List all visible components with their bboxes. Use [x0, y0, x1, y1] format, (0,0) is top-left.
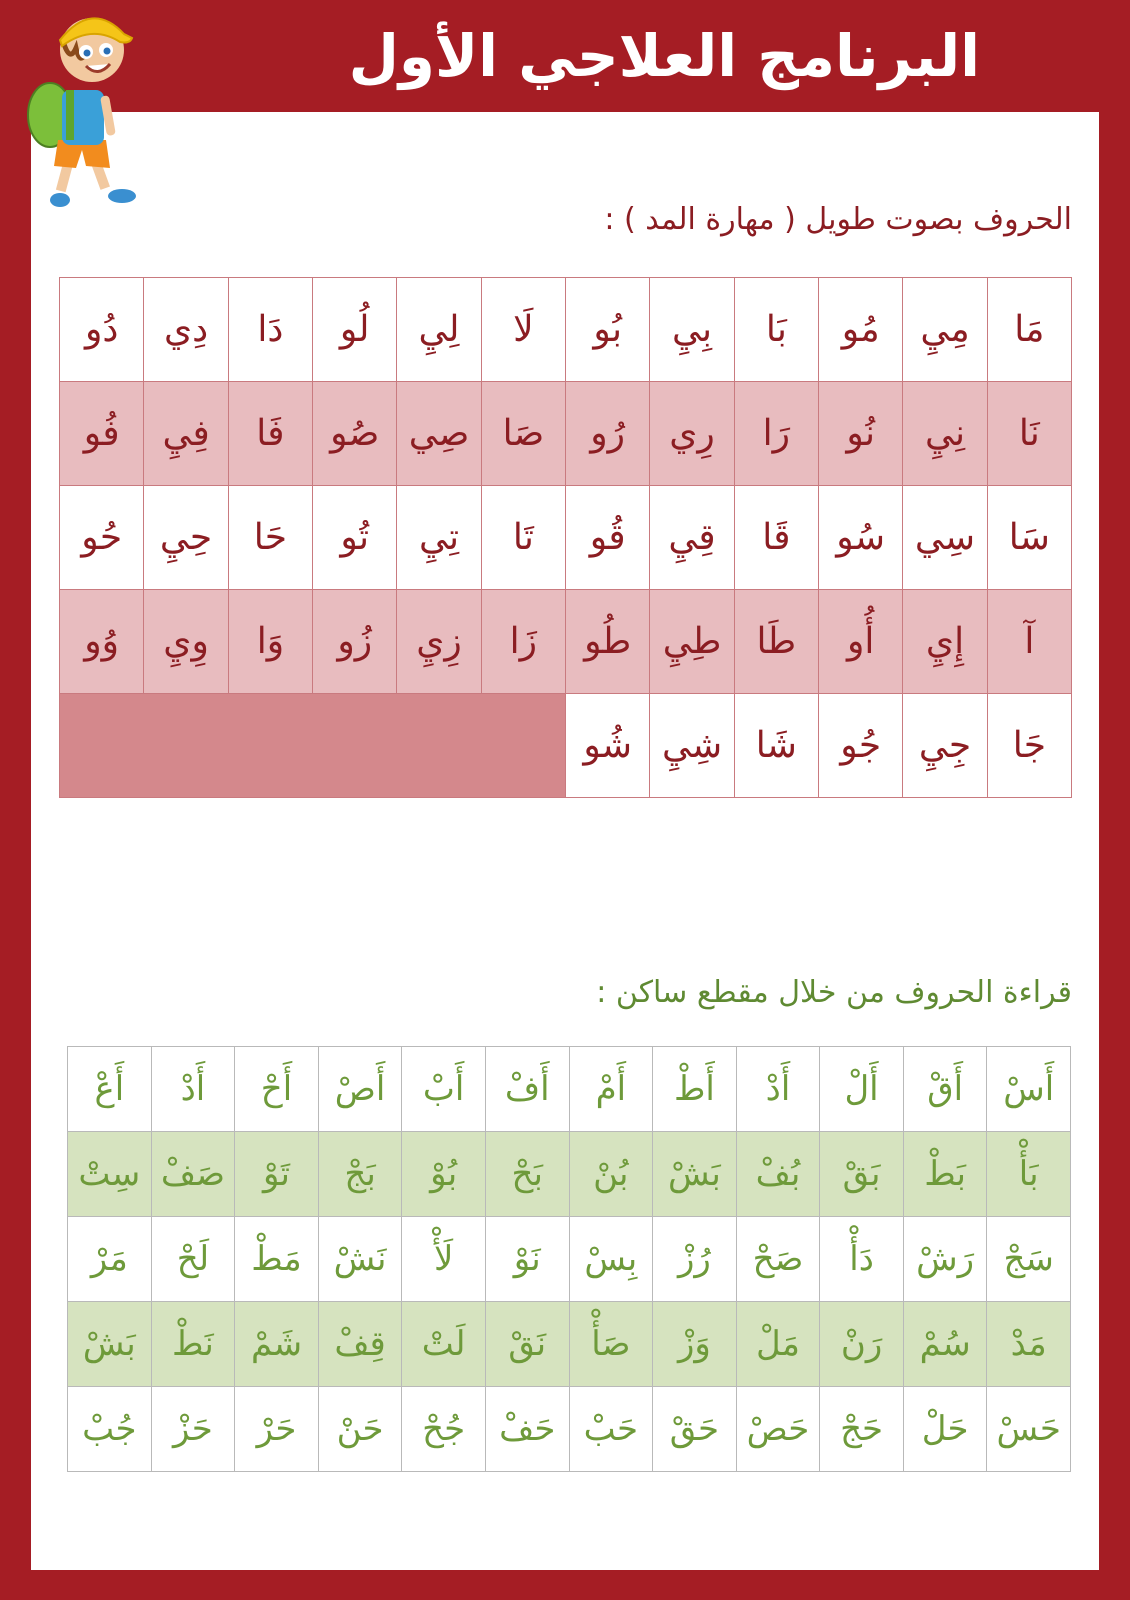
- table-row: [60, 694, 1072, 798]
- syllable-cell: دَأْ: [820, 1217, 904, 1302]
- syllable-cell: دِي: [144, 278, 228, 382]
- syllable-cell: تَوْ: [235, 1132, 319, 1217]
- syllable-cell: مَدْ: [987, 1302, 1071, 1387]
- syllable-cell: بُفْ: [736, 1132, 820, 1217]
- syllable-cell: تُو: [313, 486, 397, 590]
- syllable-cell: أَقْ: [903, 1047, 987, 1132]
- syllable-cell: حَزْ: [151, 1387, 235, 1472]
- syllable-cell: مِيِ: [903, 278, 987, 382]
- syllable-cell: طِيِ: [650, 590, 734, 694]
- syllable-cell: حَسْ: [987, 1387, 1071, 1472]
- syllable-cell: سُو: [819, 486, 903, 590]
- table-row: [68, 1047, 1071, 1132]
- syllable-cell: أَدْ: [736, 1047, 820, 1132]
- syllable-cell: شِيِ: [650, 694, 734, 798]
- syllable-cell: فِيِ: [144, 382, 228, 486]
- syllable-cell: دُو: [60, 278, 144, 382]
- syllable-cell: مُو: [819, 278, 903, 382]
- syllable-cell: سَا: [987, 486, 1071, 590]
- syllable-cell: حَرْ: [235, 1387, 319, 1472]
- page-title: البرنامج العلاجي الأول: [348, 22, 980, 90]
- syllable-cell: جُو: [819, 694, 903, 798]
- syllable-cell: صُو: [313, 382, 397, 486]
- syllable-cell: نَقْ: [485, 1302, 569, 1387]
- syllable-cell: بُوْ: [402, 1132, 486, 1217]
- syllable-cell: جِيِ: [903, 694, 987, 798]
- syllable-cell: قُو: [566, 486, 650, 590]
- syllable-cell: رَنْ: [820, 1302, 904, 1387]
- syllable-cell: بَحْ: [485, 1132, 569, 1217]
- syllable-cell: آ: [987, 590, 1071, 694]
- syllable-cell: وَا: [228, 590, 312, 694]
- syllable-cell: تِيِ: [397, 486, 481, 590]
- syllable-cell: صَا: [481, 382, 565, 486]
- syllable-cell: حَبْ: [569, 1387, 653, 1472]
- syllable-cell: نُو: [819, 382, 903, 486]
- syllable-cell: وِيِ: [144, 590, 228, 694]
- syllable-cell: قِفْ: [318, 1302, 402, 1387]
- long-vowel-table: [59, 277, 1072, 798]
- syllable-cell: نَطْ: [151, 1302, 235, 1387]
- syllable-cell: صَفْ: [151, 1132, 235, 1217]
- cartoon-boy-with-backpack-icon: [20, 0, 145, 218]
- syllable-cell: فَا: [228, 382, 312, 486]
- syllable-cell: بُنْ: [569, 1132, 653, 1217]
- syllable-cell: أَمْ: [569, 1047, 653, 1132]
- syllable-cell: شَمْ: [235, 1302, 319, 1387]
- syllable-cell: جُبْ: [68, 1387, 152, 1472]
- syllable-cell: نَشْ: [318, 1217, 402, 1302]
- syllable-cell: سَجْ: [987, 1217, 1071, 1302]
- syllable-cell: حَلْ: [903, 1387, 987, 1472]
- table-row: [60, 278, 1072, 382]
- syllable-cell: أُو: [819, 590, 903, 694]
- syllable-cell: شُو: [566, 694, 650, 798]
- syllable-cell: مَا: [987, 278, 1071, 382]
- syllable-cell: وَزْ: [653, 1302, 737, 1387]
- syllable-cell: زِيِ: [397, 590, 481, 694]
- syllable-cell: بِيِ: [650, 278, 734, 382]
- syllable-cell: أَفْ: [485, 1047, 569, 1132]
- syllable-cell: بَشْ: [68, 1302, 152, 1387]
- syllable-cell: طَا: [734, 590, 818, 694]
- empty-filler-cell: [60, 694, 566, 798]
- syllable-cell: حُو: [60, 486, 144, 590]
- syllable-cell: نَا: [987, 382, 1071, 486]
- syllable-cell: جُحْ: [402, 1387, 486, 1472]
- syllable-cell: بَا: [734, 278, 818, 382]
- syllable-cell: مَطْ: [235, 1217, 319, 1302]
- syllable-cell: لَحْ: [151, 1217, 235, 1302]
- syllable-cell: دَا: [228, 278, 312, 382]
- syllable-cell: وُو: [60, 590, 144, 694]
- syllable-cell: مَلْ: [736, 1302, 820, 1387]
- sukun-heading: قراءة الحروف من خلال مقطع ساكن :: [596, 975, 1072, 1010]
- syllable-cell: قِيِ: [650, 486, 734, 590]
- syllable-cell: صَأْ: [569, 1302, 653, 1387]
- syllable-cell: مَرْ: [68, 1217, 152, 1302]
- syllable-cell: حَنْ: [318, 1387, 402, 1472]
- syllable-cell: بَقْ: [820, 1132, 904, 1217]
- syllable-cell: سُمْ: [903, 1302, 987, 1387]
- table-row: [60, 486, 1072, 590]
- syllable-cell: أَسْ: [987, 1047, 1071, 1132]
- syllable-cell: نَوْ: [485, 1217, 569, 1302]
- syllable-cell: لَتْ: [402, 1302, 486, 1387]
- syllable-cell: إِيِ: [903, 590, 987, 694]
- syllable-cell: بُو: [566, 278, 650, 382]
- syllable-cell: حَا: [228, 486, 312, 590]
- syllable-cell: رِي: [650, 382, 734, 486]
- syllable-cell: بَجْ: [318, 1132, 402, 1217]
- syllable-cell: صَحْ: [736, 1217, 820, 1302]
- syllable-cell: شَا: [734, 694, 818, 798]
- syllable-cell: لَأْ: [402, 1217, 486, 1302]
- syllable-cell: حِيِ: [144, 486, 228, 590]
- syllable-cell: لِيِ: [397, 278, 481, 382]
- syllable-cell: لَا: [481, 278, 565, 382]
- syllable-cell: طُو: [566, 590, 650, 694]
- syllable-cell: جَا: [987, 694, 1071, 798]
- syllable-cell: فُو: [60, 382, 144, 486]
- syllable-cell: أَدْ: [151, 1047, 235, 1132]
- table-row: [60, 382, 1072, 486]
- syllable-cell: حَقْ: [653, 1387, 737, 1472]
- syllable-cell: حَجْ: [820, 1387, 904, 1472]
- table-row: [68, 1387, 1071, 1472]
- sukun-syllable-table: [67, 1046, 1071, 1472]
- syllable-cell: أَحْ: [235, 1047, 319, 1132]
- syllable-cell: رُزْ: [653, 1217, 737, 1302]
- syllable-cell: أَطْ: [653, 1047, 737, 1132]
- syllable-cell: صِي: [397, 382, 481, 486]
- syllable-cell: أَصْ: [318, 1047, 402, 1132]
- syllable-cell: رُو: [566, 382, 650, 486]
- syllable-cell: حَفْ: [485, 1387, 569, 1472]
- syllable-cell: بَشْ: [653, 1132, 737, 1217]
- syllable-cell: قَا: [734, 486, 818, 590]
- syllable-cell: رَشْ: [903, 1217, 987, 1302]
- syllable-cell: لُو: [313, 278, 397, 382]
- syllable-cell: أَلْ: [820, 1047, 904, 1132]
- syllable-cell: زَا: [481, 590, 565, 694]
- syllable-cell: أَبْ: [402, 1047, 486, 1132]
- long-vowel-heading: الحروف بصوت طويل ( مهارة المد ) :: [604, 202, 1072, 237]
- table-row: [68, 1302, 1071, 1387]
- syllable-cell: رَا: [734, 382, 818, 486]
- syllable-cell: بَأْ: [987, 1132, 1071, 1217]
- syllable-cell: حَصْ: [736, 1387, 820, 1472]
- syllable-cell: تَا: [481, 486, 565, 590]
- syllable-cell: سِي: [903, 486, 987, 590]
- syllable-cell: بِسْ: [569, 1217, 653, 1302]
- syllable-cell: سِتْ: [68, 1132, 152, 1217]
- syllable-cell: نِيِ: [903, 382, 987, 486]
- table-row: [60, 590, 1072, 694]
- table-row: [68, 1217, 1071, 1302]
- syllable-cell: زُو: [313, 590, 397, 694]
- syllable-cell: بَطْ: [903, 1132, 987, 1217]
- table-row: [68, 1132, 1071, 1217]
- syllable-cell: أَعْ: [68, 1047, 152, 1132]
